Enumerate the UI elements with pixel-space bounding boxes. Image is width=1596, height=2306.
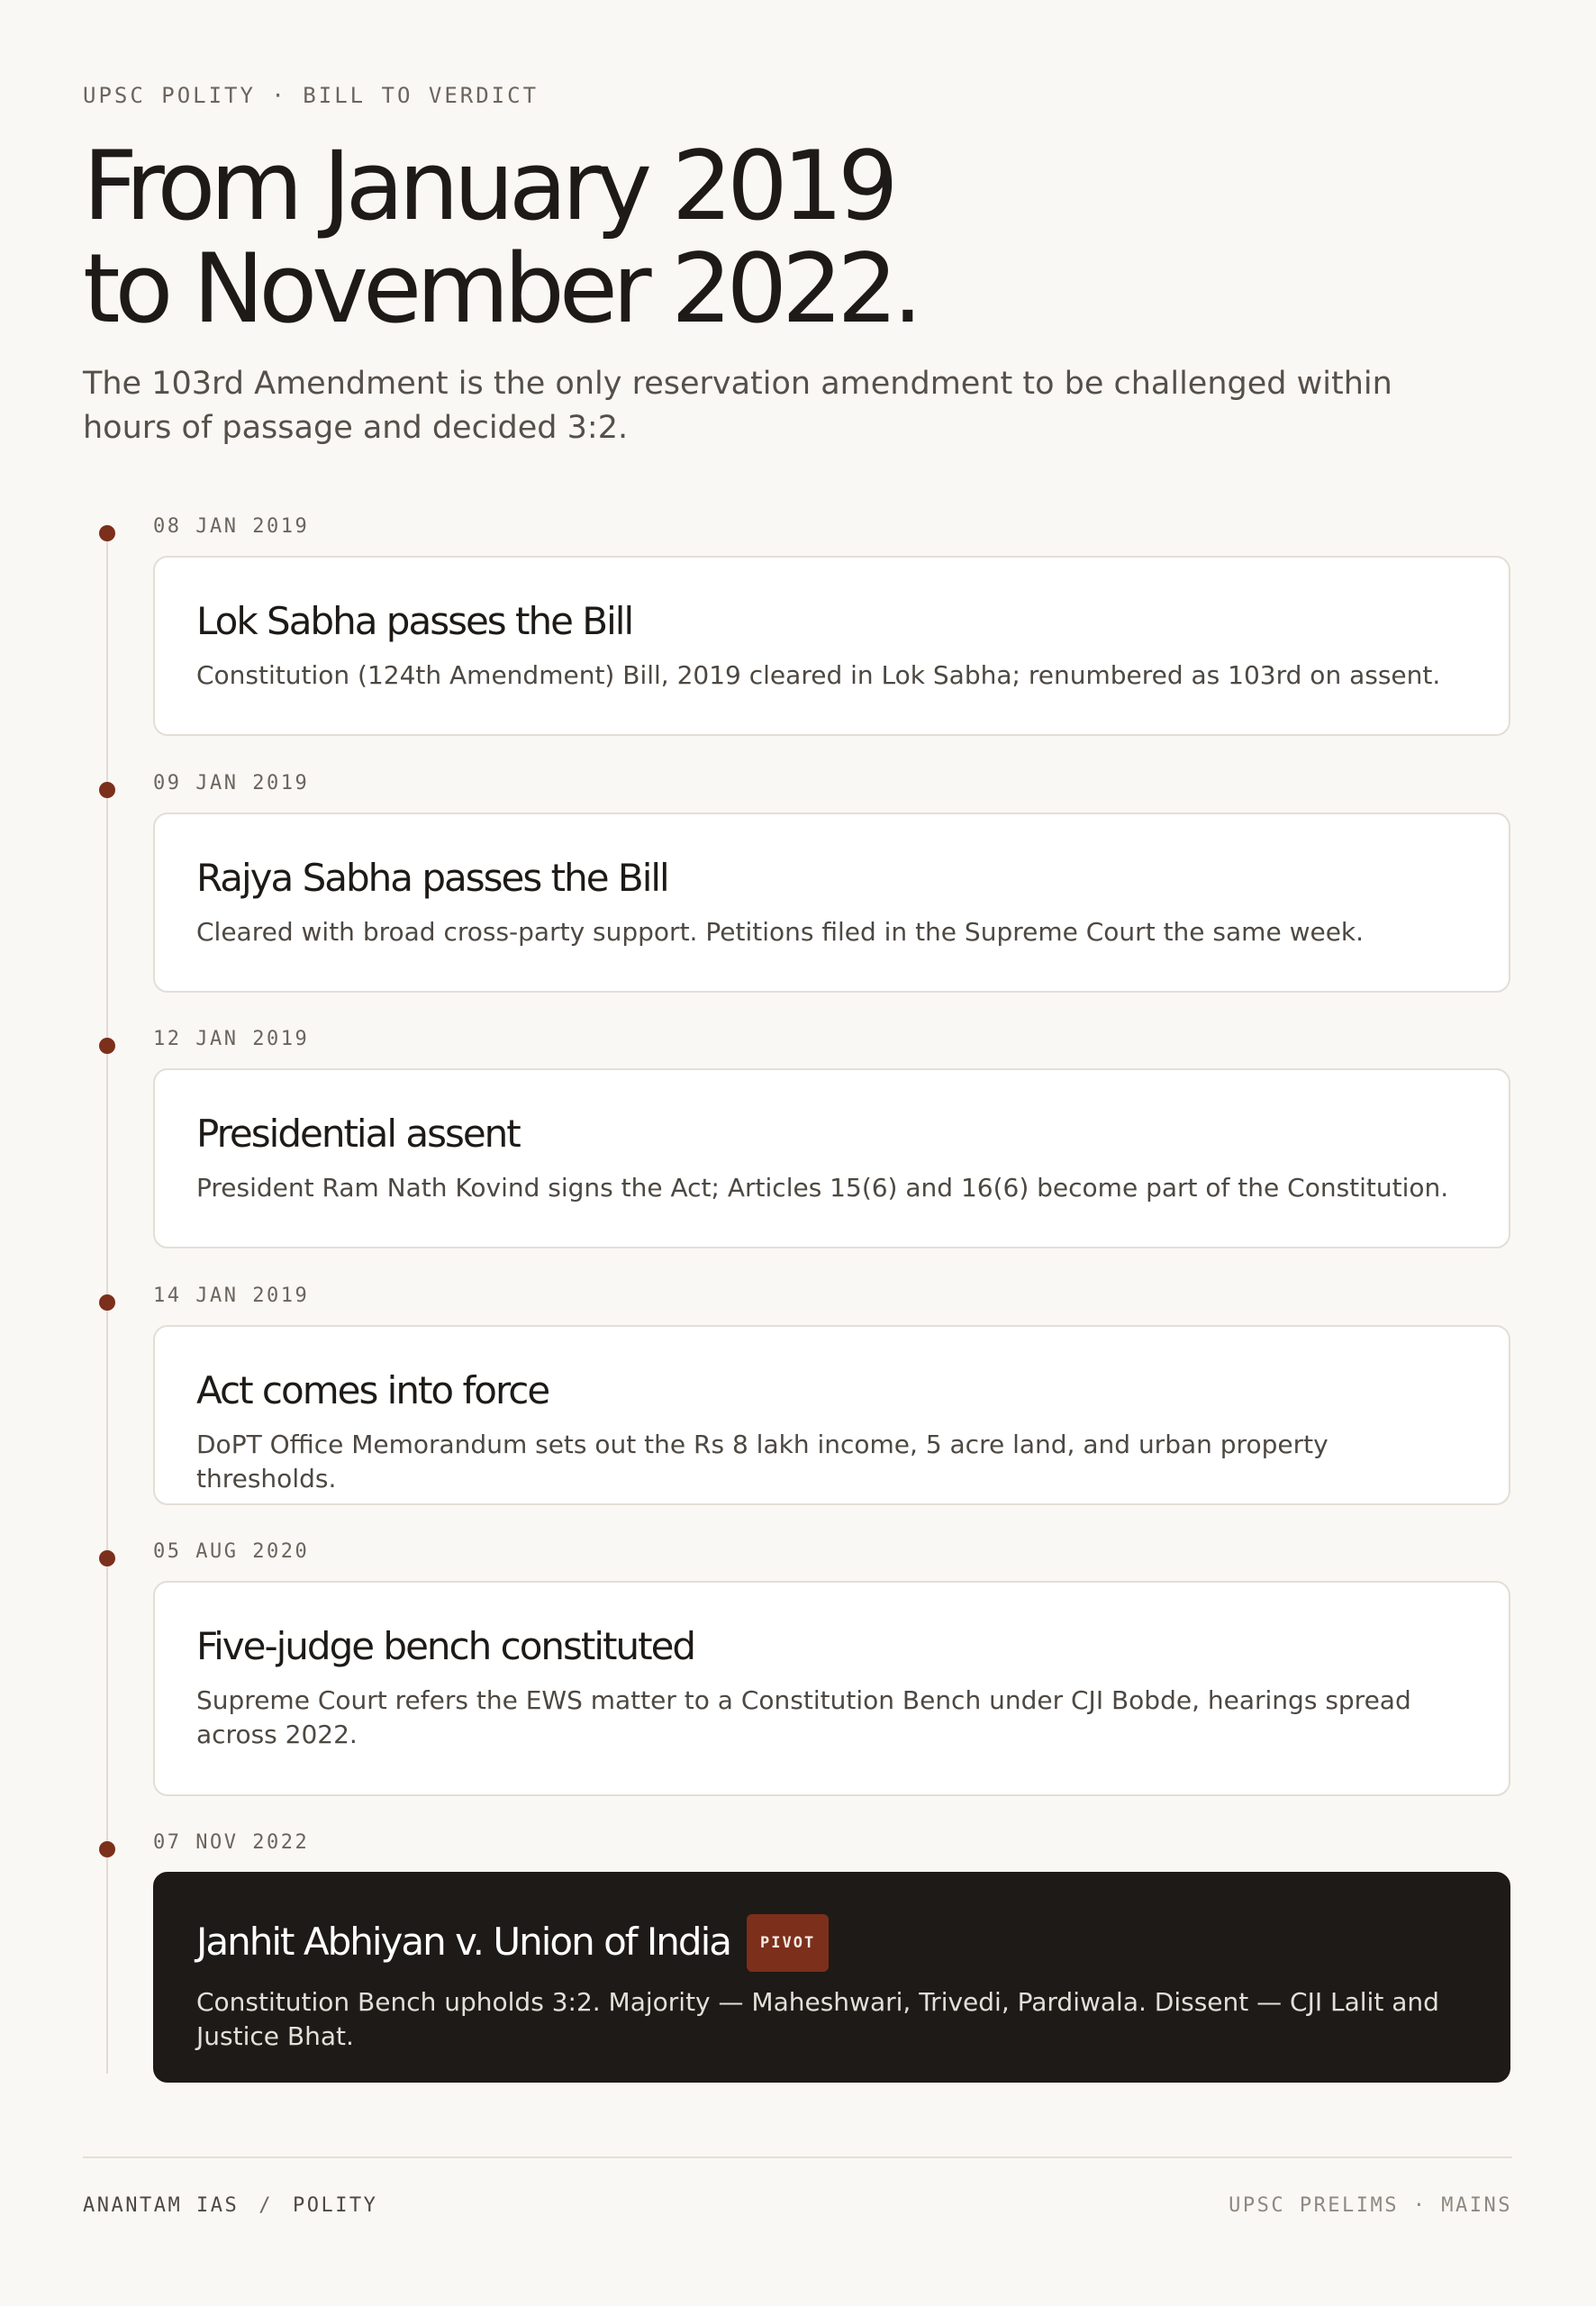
- event-card: [153, 813, 1510, 993]
- event-card: [153, 1068, 1510, 1248]
- event-card: [153, 1325, 1510, 1505]
- page-title-line-2: to November 2022.: [83, 233, 918, 344]
- event-date: 14 JAN 2019: [153, 1285, 310, 1307]
- timeline-dot: [99, 525, 115, 541]
- event-title: Act comes into force: [196, 1368, 549, 1412]
- page-title: [83, 131, 918, 344]
- event-description: Constitution (124th Amendment) Bill, 2019 cleared in Lok Sabha; renumbered as 103rd on assent.: [196, 660, 1441, 690]
- event-date: 05 AUG 2020: [153, 1540, 310, 1563]
- event-title: Presidential assent: [196, 1112, 520, 1156]
- timeline-dot: [99, 1550, 115, 1566]
- footer-section: POLITY: [292, 2194, 378, 2217]
- lede: The 103rd Amendment is the only reservation amendment to be challenged within hours of passage and decided 3:2.: [83, 366, 1392, 446]
- pivot-badge: PIVOT: [747, 1914, 829, 1972]
- timeline-dot: [99, 1038, 115, 1054]
- event-description: Constitution Bench upholds 3:2. Majority — Maheshwari, Trivedi, Pardiwala. Dissent — CJI Lalit and Justice Bhat.: [196, 1987, 1439, 2051]
- event-card-highlight: [153, 1872, 1510, 2083]
- event-date: 12 JAN 2019: [153, 1028, 310, 1050]
- footer-breadcrumb: [83, 2194, 377, 2217]
- event-date: 07 NOV 2022: [153, 1831, 310, 1854]
- footer-brand: ANANTAM IAS: [83, 2194, 240, 2217]
- timeline-dot: [99, 1294, 115, 1311]
- footer-separator: /: [258, 2194, 273, 2217]
- event-card: [153, 556, 1510, 736]
- footer-exam-tag: UPSC PRELIMS · MAINS: [1229, 2194, 1512, 2217]
- page-title-line-1: From January 2019: [83, 131, 893, 241]
- event-date: 08 JAN 2019: [153, 515, 310, 538]
- kicker: UPSC POLITY · BILL TO VERDICT: [83, 83, 540, 108]
- event-card: [153, 1581, 1510, 1796]
- event-date: 09 JAN 2019: [153, 772, 310, 794]
- event-description: Supreme Court refers the EWS matter to a Constitution Bench under CJI Bobde, hearings spread across 2022.: [196, 1685, 1411, 1749]
- event-description: DoPT Office Memorandum sets out the Rs 8 lakh income, 5 acre land, and urban property thresholds.: [196, 1430, 1328, 1493]
- event-title: Rajya Sabha passes the Bill: [196, 856, 668, 900]
- timeline-dot: [99, 1841, 115, 1857]
- event-title: [196, 1914, 829, 1972]
- event-title: Lok Sabha passes the Bill: [196, 599, 633, 643]
- event-title-text: Janhit Abhiyan v. Union of India: [196, 1920, 730, 1964]
- event-title: Five-judge bench constituted: [196, 1624, 695, 1668]
- event-description: Cleared with broad cross-party support. Petitions filed in the Supreme Court the same week.: [196, 917, 1365, 947]
- timeline-dot: [99, 782, 115, 798]
- footer-divider: [83, 2156, 1512, 2158]
- event-description: President Ram Nath Kovind signs the Act; Articles 15(6) and 16(6) become part of the Constitution.: [196, 1173, 1449, 1203]
